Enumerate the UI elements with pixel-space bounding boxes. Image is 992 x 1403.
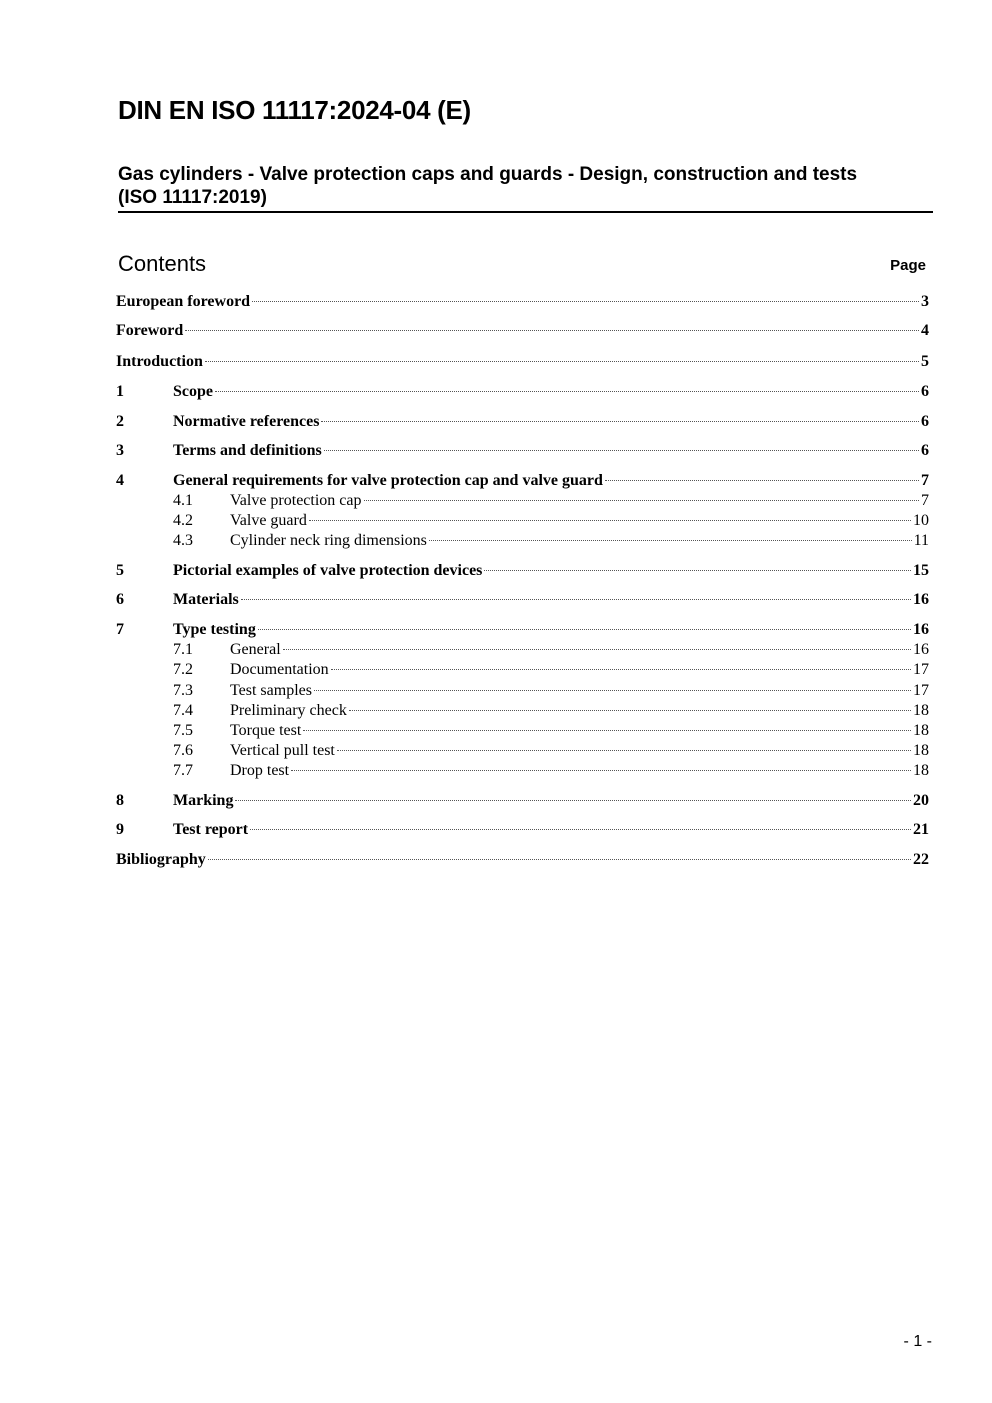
toc-entry-8[interactable] (116, 791, 929, 811)
toc-entry-page: 18 (913, 722, 929, 739)
toc-entry-2[interactable] (116, 412, 929, 432)
toc-leader-dots (321, 421, 919, 422)
toc-entry-7[interactable] (116, 620, 929, 640)
toc-leader-dots (252, 301, 919, 302)
toc-entry-page: 18 (913, 702, 929, 719)
toc-entry-3[interactable] (116, 441, 929, 461)
toc-entry-number: 7.3 (173, 682, 193, 699)
toc-entry-number: 7.6 (173, 742, 193, 759)
toc-entry-number: 7.5 (173, 722, 193, 739)
toc-entry-page: 18 (913, 762, 929, 779)
toc-leader-dots (235, 800, 911, 801)
toc-leader-dots (484, 570, 911, 571)
toc-entry-page: 7 (921, 472, 929, 489)
toc-leader-dots (208, 859, 911, 860)
subtitle-line-2: (ISO 11117:2019) (118, 187, 267, 208)
toc-entry-title: Bibliography (116, 851, 206, 868)
toc-entry-9[interactable] (116, 820, 929, 840)
toc-leader-dots (205, 361, 919, 362)
toc-entry-number: 4 (116, 472, 124, 489)
toc-entry-7-5[interactable] (116, 721, 929, 741)
toc-entry-foreword[interactable] (116, 321, 929, 341)
toc-entry-title: Documentation (230, 661, 329, 678)
toc-entry-1[interactable] (116, 382, 929, 402)
toc-entry-title: Scope (173, 383, 213, 400)
toc-entry-page: 20 (913, 792, 929, 809)
toc-entry-title: General requirements for valve protection cap and valve guard (173, 472, 603, 489)
toc-entry-page: 4 (921, 322, 929, 339)
toc-entry-title: Materials (173, 591, 239, 608)
toc-entry-bibliography[interactable] (116, 850, 929, 870)
toc-entry-4-2[interactable] (116, 511, 929, 531)
toc-entry-page: 7 (921, 492, 929, 509)
toc-leader-dots (429, 540, 912, 541)
toc-leader-dots (241, 599, 911, 600)
toc-entry-page: 21 (913, 821, 929, 838)
toc-entry-page: 15 (913, 562, 929, 579)
toc-entry-title: Test report (173, 821, 249, 838)
toc-entry-page: 6 (921, 383, 929, 400)
page-number: - 1 - (903, 1333, 932, 1350)
toc-entry-page: 16 (913, 591, 929, 608)
toc-entry-title: European foreword (116, 293, 251, 310)
toc-entry-page: 6 (921, 413, 929, 430)
toc-entry-page: 22 (913, 851, 929, 868)
toc-leader-dots (364, 500, 920, 501)
toc-entry-4[interactable] (116, 471, 929, 491)
toc-entry-page: 17 (913, 661, 929, 678)
toc-leader-dots (215, 391, 919, 392)
subtitle-line-1: Gas cylinders - Valve protection caps and guards - Design, construction and tests (118, 164, 858, 185)
toc-entry-5[interactable] (116, 561, 929, 581)
toc-entry-title: Normative references (173, 413, 320, 430)
toc-entry-6[interactable] (116, 590, 929, 610)
toc-entry-page: 3 (921, 293, 929, 310)
document-subtitle (118, 163, 933, 213)
toc-entry-number: 4.2 (173, 512, 193, 529)
toc-entry-title: Cylinder neck ring dimensions (230, 532, 427, 549)
toc-entry-page: 10 (913, 512, 929, 529)
toc-entry-number: 2 (116, 413, 124, 430)
toc-entry-title: General (230, 641, 281, 658)
toc-entry-7-1[interactable] (116, 640, 929, 660)
toc-entry-title: Torque test (230, 722, 302, 739)
toc-entry-european-foreword[interactable] (116, 292, 929, 312)
toc-entry-number: 4.1 (173, 492, 193, 509)
toc-entry-page: 16 (913, 621, 929, 638)
toc-entry-4-3[interactable] (116, 531, 929, 551)
toc-entry-number: 8 (116, 792, 124, 809)
toc-entry-4-1[interactable] (116, 491, 929, 511)
toc-entry-7-2[interactable] (116, 660, 929, 680)
toc-leader-dots (314, 690, 911, 691)
toc-entry-page: 5 (921, 353, 929, 370)
toc-entry-page: 6 (921, 442, 929, 459)
toc-leader-dots (283, 649, 911, 650)
toc-entry-page: 18 (913, 742, 929, 759)
toc-entry-title: Introduction (116, 353, 203, 370)
toc-entry-number: 4.3 (173, 532, 193, 549)
toc-entry-number: 9 (116, 821, 124, 838)
toc-entry-page: 11 (913, 532, 929, 549)
toc-leader-dots (258, 629, 911, 630)
contents-heading: Contents (118, 251, 207, 276)
toc-entry-number: 7.4 (173, 702, 193, 719)
toc-entry-title: Pictorial examples of valve protection devices (173, 562, 483, 579)
toc-leader-dots (309, 520, 911, 521)
toc-entry-title: Terms and definitions (173, 442, 322, 459)
toc-entry-7-4[interactable] (116, 701, 929, 721)
toc-leader-dots (250, 829, 911, 830)
toc-entry-title: Valve guard (230, 512, 307, 529)
toc-entry-title: Test samples (230, 682, 312, 699)
toc-entry-number: 7 (116, 621, 124, 638)
toc-leader-dots (303, 730, 911, 731)
toc-entry-title: Foreword (116, 322, 184, 339)
toc-entry-7-6[interactable] (116, 741, 929, 761)
toc-leader-dots (349, 710, 911, 711)
toc-leader-dots (337, 750, 911, 751)
toc-entry-number: 7.7 (173, 762, 193, 779)
toc-entry-7-7[interactable] (116, 761, 929, 781)
toc-leader-dots (324, 450, 919, 451)
toc-entry-page: 17 (913, 682, 929, 699)
toc-entry-number: 7.1 (173, 641, 193, 658)
toc-entry-title: Drop test (230, 762, 290, 779)
toc-entry-title: Vertical pull test (230, 742, 335, 759)
toc-leader-dots (605, 480, 919, 481)
toc-entry-title: Preliminary check (230, 702, 347, 719)
toc-entry-title: Type testing (173, 621, 256, 638)
toc-entry-title: Valve protection cap (230, 492, 362, 509)
toc-entry-7-3[interactable] (116, 681, 929, 701)
page-column-label: Page (890, 257, 926, 274)
toc-leader-dots (185, 330, 919, 331)
toc-entry-page: 16 (913, 641, 929, 658)
toc-entry-number: 6 (116, 591, 124, 608)
toc-entry-number: 1 (116, 383, 124, 400)
toc-entry-introduction[interactable] (116, 352, 929, 372)
toc-entry-title: Marking (173, 792, 234, 809)
toc-leader-dots (331, 669, 911, 670)
toc-entry-number: 7.2 (173, 661, 193, 678)
toc-entry-number: 3 (116, 442, 124, 459)
toc-leader-dots (291, 770, 911, 771)
document-id: DIN EN ISO 11117:2024-04 (E) (118, 95, 471, 125)
toc-entry-number: 5 (116, 562, 124, 579)
